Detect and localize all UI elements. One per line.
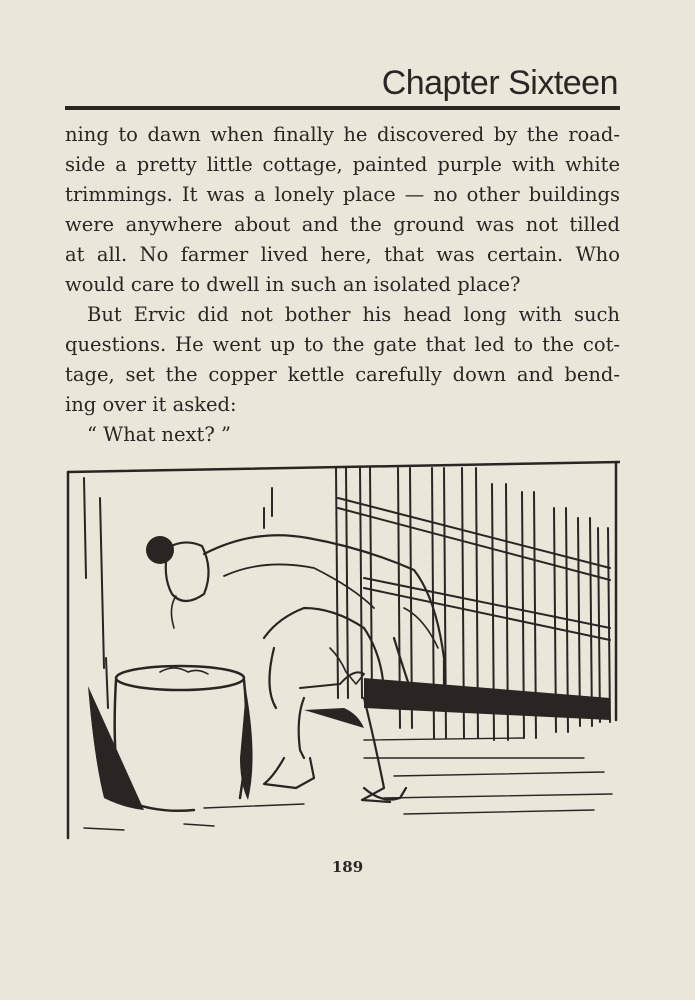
text-line: But Ervic did not bother his head long with such bbox=[87, 303, 620, 326]
text-line: questions. He went up to the gate that led to the cot- bbox=[65, 333, 620, 356]
text-line: “ What next? ” bbox=[87, 423, 231, 446]
body-text bbox=[65, 120, 620, 450]
illustration-man-bending-over-kettle-icon bbox=[64, 458, 620, 850]
text-line: would care to dwell in such an isolated place? bbox=[65, 273, 521, 296]
paragraph-2 bbox=[65, 300, 620, 330]
text-line: were anywhere about and the ground was not tilled bbox=[65, 213, 620, 236]
paragraph-3 bbox=[65, 420, 620, 450]
text-line: side a pretty little cottage, painted purple with white bbox=[65, 153, 620, 176]
chapter-title: Chapter Sixteen bbox=[381, 64, 618, 102]
text-line: trimmings. It was a lonely place — no other buildings bbox=[65, 183, 620, 206]
text-line: at all. No farmer lived here, that was certain. Who bbox=[65, 243, 620, 266]
paragraph-1 bbox=[65, 120, 620, 300]
text-line: ing over it asked: bbox=[65, 393, 237, 416]
header-rule bbox=[65, 106, 620, 110]
text-line: ning to dawn when finally he discovered by the road- bbox=[65, 123, 620, 146]
page-number: 189 bbox=[331, 858, 364, 876]
paragraph-2-cont bbox=[65, 330, 620, 420]
text-line: tage, set the copper kettle carefully down and bend- bbox=[65, 363, 620, 386]
